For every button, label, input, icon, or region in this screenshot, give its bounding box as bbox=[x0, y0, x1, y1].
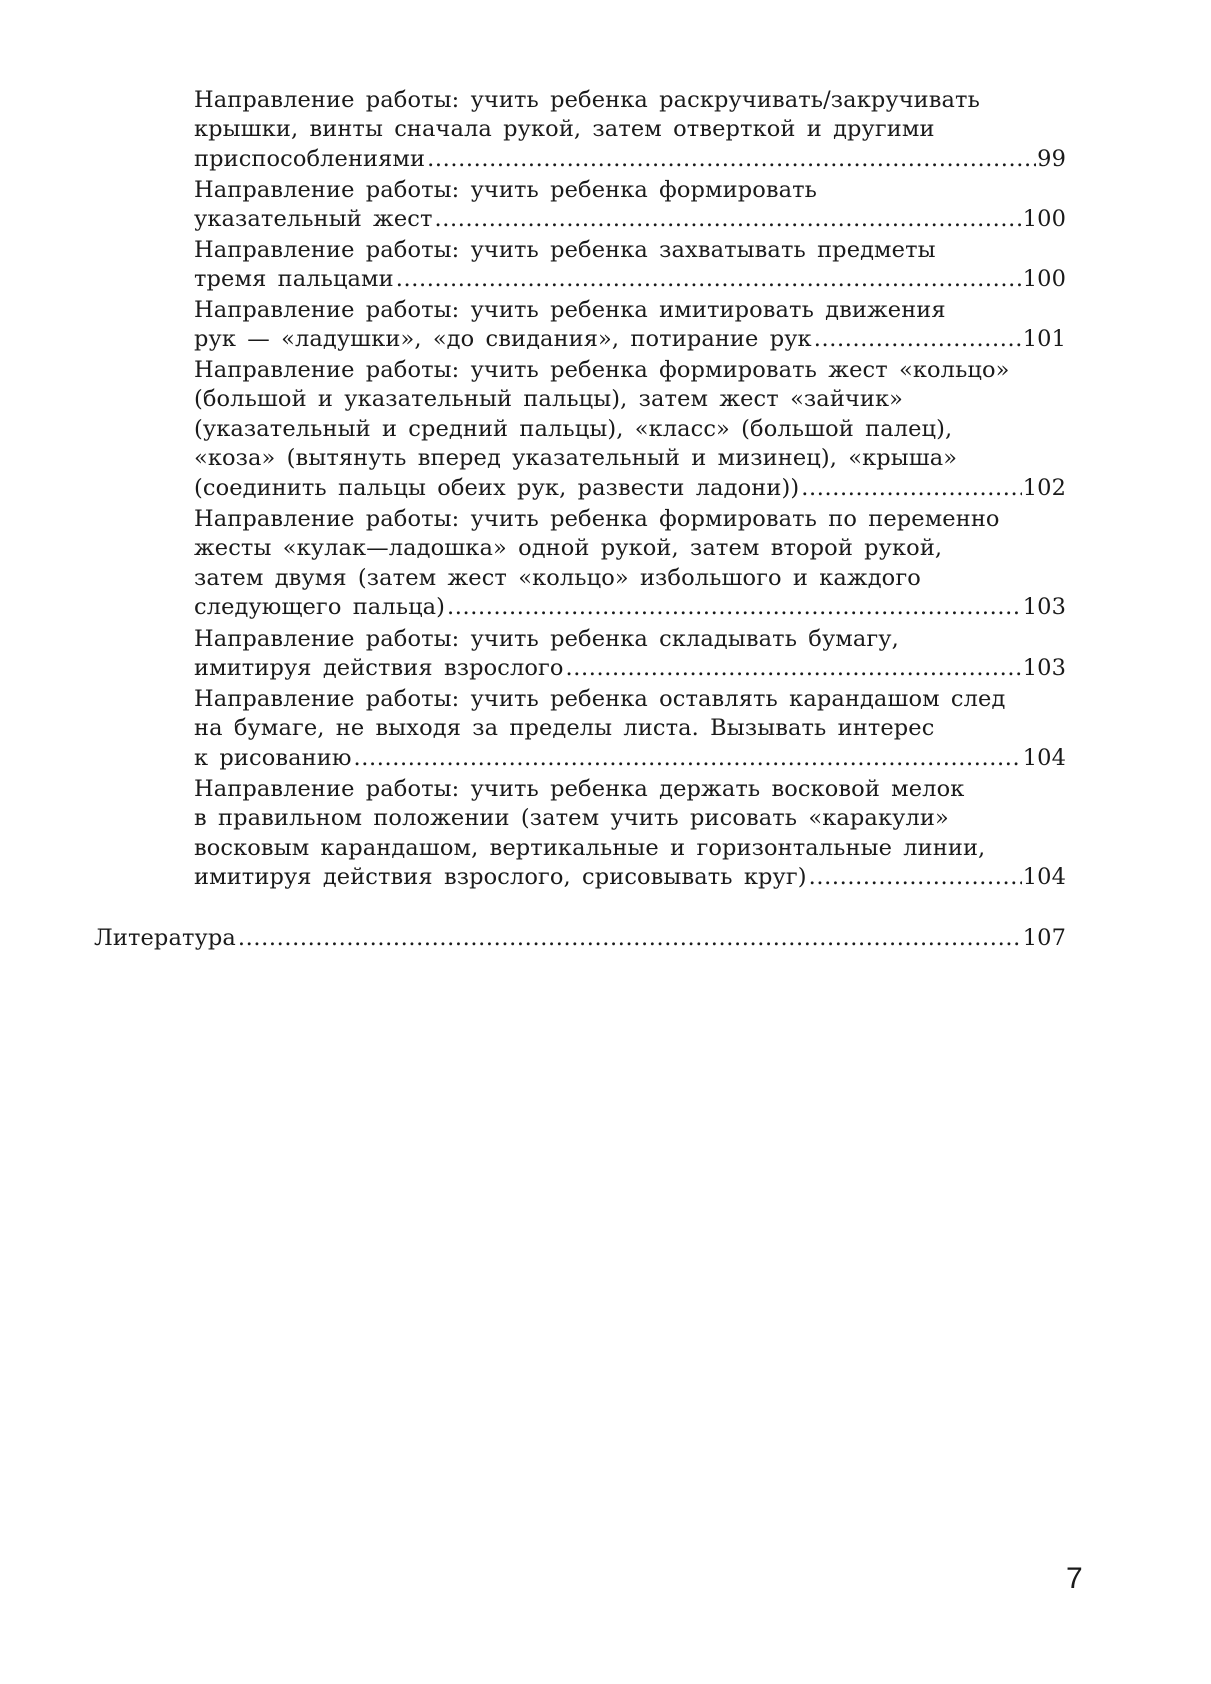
toc-entry-last-line bbox=[194, 474, 1066, 503]
toc-entry-line: Направление работы: учить ребенка складывать бумагу, bbox=[194, 626, 899, 652]
toc-entry-line: Направление работы: учить ребенка формировать по переменно bbox=[194, 506, 1000, 532]
toc-entry-line: Направление работы: учить ребенка формировать bbox=[194, 177, 818, 203]
toc-entry[interactable] bbox=[194, 775, 1066, 893]
toc-entry-text: имитируя действия взрослого bbox=[194, 655, 564, 682]
dot-leader bbox=[814, 325, 1022, 354]
toc-entry[interactable] bbox=[194, 86, 1066, 174]
dot-leader bbox=[801, 474, 1022, 503]
toc-page-number: 103 bbox=[1022, 655, 1066, 682]
toc-entry-line: затем двумя (затем жест «кольцо» избольшого и каждого bbox=[194, 564, 921, 591]
toc-entry-line: (указательный и средний пальцы), «класс» (большой палец), bbox=[194, 415, 953, 442]
toc-entry-line: крышки, винты сначала рукой, затем отверткой и другими bbox=[194, 116, 935, 143]
toc-entry-line: на бумаге, не выходя за пределы листа. Вызывать интерес bbox=[194, 715, 935, 742]
toc-entry-text: следующего пальца) bbox=[194, 594, 446, 621]
dot-leader bbox=[238, 924, 1022, 953]
toc-page-number: 102 bbox=[1022, 474, 1066, 501]
toc-entry[interactable] bbox=[194, 625, 1066, 684]
toc-page-number: 99 bbox=[1037, 145, 1066, 172]
toc-entry-text: указательный жест bbox=[194, 206, 433, 233]
dot-leader bbox=[566, 654, 1022, 683]
toc-entry-last-line bbox=[194, 265, 1066, 294]
toc-entry-last-line bbox=[194, 863, 1066, 892]
toc-entry-line: Направление работы: учить ребенка раскручивать/закручивать bbox=[194, 87, 980, 113]
toc-entry-text: имитируя действия взрослого, срисовывать круг) bbox=[194, 864, 807, 891]
toc-page-number: 104 bbox=[1022, 744, 1066, 771]
toc-entry-last-line bbox=[194, 325, 1066, 354]
toc-entry-literature[interactable] bbox=[94, 924, 1066, 953]
toc-entry-line: Направление работы: учить ребенка оставлять карандашом след bbox=[194, 686, 1006, 712]
toc-entry[interactable] bbox=[194, 296, 1066, 355]
toc-entry-text: тремя пальцами bbox=[194, 266, 394, 293]
toc-entry-text: Литература bbox=[94, 925, 236, 951]
toc-entry-last-line bbox=[194, 593, 1066, 622]
toc-entry[interactable] bbox=[194, 505, 1066, 623]
toc-entry-line: восковым карандашом, вертикальные и горизонтальные линии, bbox=[194, 834, 986, 861]
dot-leader bbox=[396, 265, 1022, 294]
dot-leader bbox=[447, 593, 1022, 622]
toc-page-number: 101 bbox=[1022, 326, 1066, 353]
toc-entry-line: Направление работы: учить ребенка имитировать движения bbox=[194, 297, 946, 323]
page-number: 7 bbox=[1066, 1562, 1083, 1595]
toc-entry-line: (большой и указательный пальцы), затем жест «зайчик» bbox=[194, 386, 904, 413]
toc-entry-line: «коза» (вытянуть вперед указательный и мизинец), «крыша» bbox=[194, 445, 958, 472]
toc-entry-text: (соединить пальцы обеих рук, развести ладони)) bbox=[194, 474, 800, 501]
toc-page-number: 107 bbox=[1022, 925, 1066, 951]
toc-entry[interactable] bbox=[194, 685, 1066, 773]
toc-page-number: 103 bbox=[1022, 594, 1066, 621]
toc-entry-last-line bbox=[94, 924, 1066, 953]
toc-entry[interactable] bbox=[194, 236, 1066, 295]
toc-entry-last-line bbox=[194, 654, 1066, 683]
dot-leader bbox=[354, 744, 1022, 773]
toc-page-number: 104 bbox=[1022, 864, 1066, 891]
toc-page-number: 100 bbox=[1022, 266, 1066, 293]
toc-entry-line: в правильном положении (затем учить рисовать «каракули» bbox=[194, 805, 949, 832]
dot-leader bbox=[809, 863, 1022, 892]
dot-leader bbox=[435, 205, 1022, 234]
toc-entry-text: приспособлениями bbox=[194, 145, 426, 172]
toc-entry-text: рук — «ладушки», «до свидания», потирание рук bbox=[194, 326, 812, 353]
toc-entry[interactable] bbox=[194, 356, 1066, 503]
toc-entry-last-line bbox=[194, 205, 1066, 234]
dot-leader bbox=[427, 145, 1036, 174]
toc-entry-last-line bbox=[194, 744, 1066, 773]
toc-entry-line: Направление работы: учить ребенка формировать жест «кольцо» bbox=[194, 357, 1010, 383]
toc-entry-last-line bbox=[194, 145, 1066, 174]
toc-entry-text: к рисованию bbox=[194, 744, 352, 771]
toc-entry-line: Направление работы: учить ребенка захватывать предметы bbox=[194, 237, 936, 263]
toc-entry[interactable] bbox=[194, 176, 1066, 235]
toc-page-number: 100 bbox=[1022, 206, 1066, 233]
toc-entry-line: жесты «кулак—ладошка» одной рукой, затем второй рукой, bbox=[194, 535, 943, 562]
toc-entry-line: Направление работы: учить ребенка держать восковой мелок bbox=[194, 776, 965, 802]
